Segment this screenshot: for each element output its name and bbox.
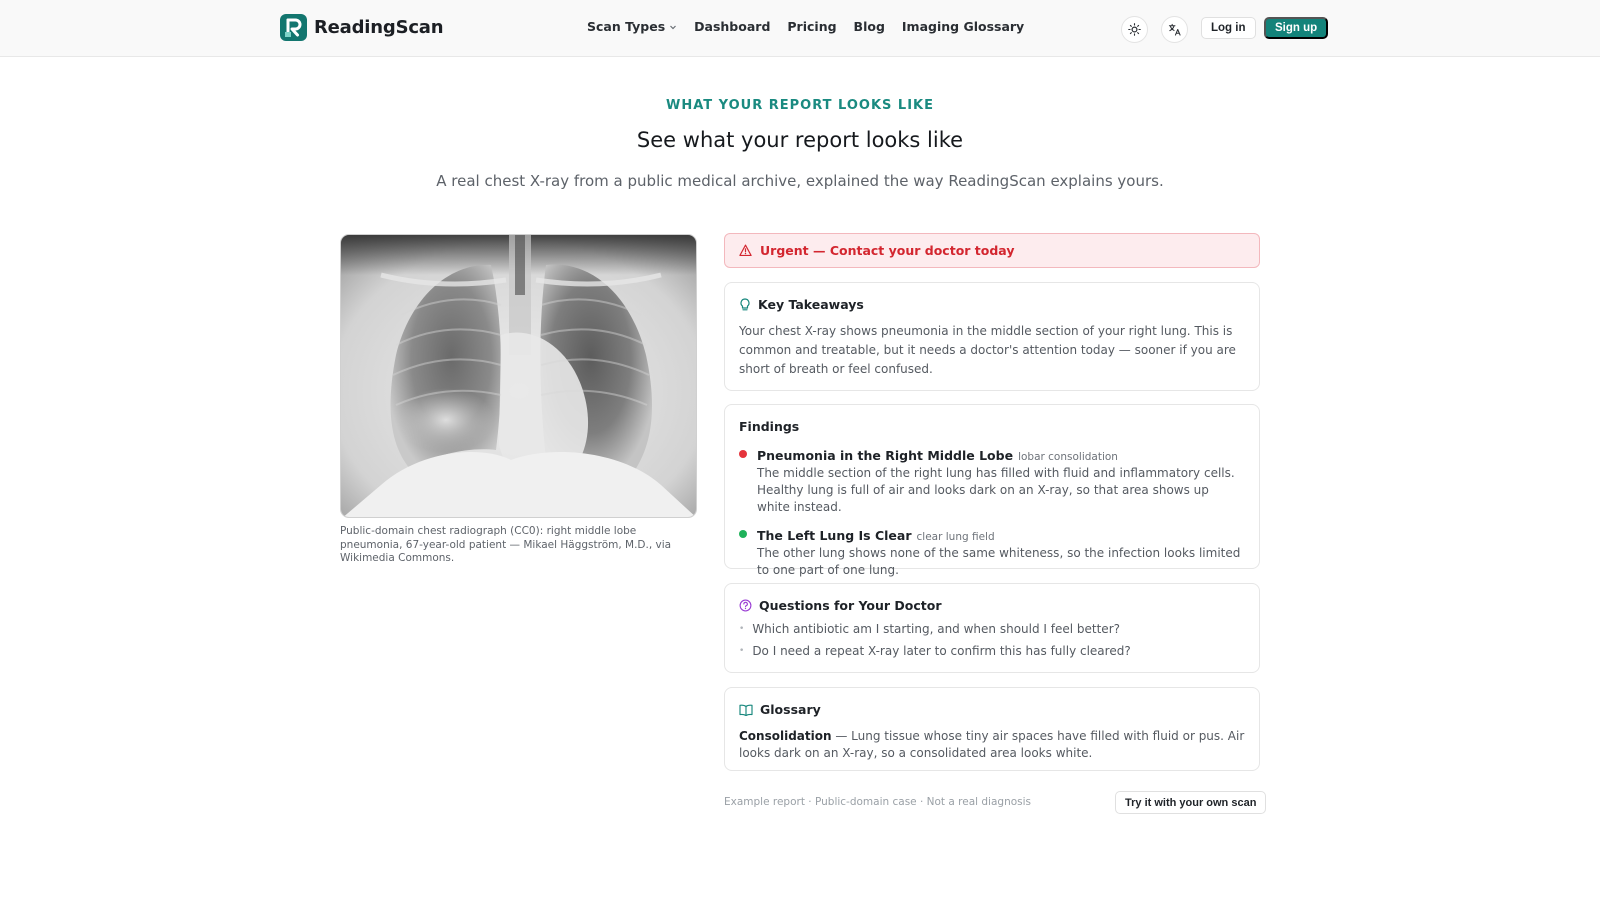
finding-title: Pneumonia in the Right Middle Lobe [757,448,1014,463]
key-takeaways-header [739,297,1245,312]
translate-icon [1168,23,1181,36]
findings-card [724,404,1260,577]
finding-title: The Left Lung Is Clear [757,528,912,543]
glossary-card [724,687,1260,771]
question-item [739,621,1245,637]
lightbulb-icon [739,298,751,312]
status-dot-red [739,450,747,458]
section-eyebrow: WHAT YOUR REPORT LOOKS LIKE [665,98,934,113]
chevron-down-icon [669,23,677,31]
finding-item [739,525,1245,579]
questions-card [724,583,1260,673]
theme-toggle-button[interactable] [1121,16,1148,43]
glossary-definition: — Lung tissue whose tiny air spaces have filled with fluid or pus. Air looks dark on an X-ray, so a consolidated area looks white. [739,729,1245,760]
sun-icon [1128,23,1141,36]
nav-blog[interactable]: Blog [853,19,885,34]
readingscan-logo-icon [280,14,307,41]
brand-name: ReadingScan [314,17,444,38]
urgent-label: Urgent — Contact your doctor today [760,243,1015,258]
brand-link[interactable] [280,14,443,41]
glossary-title: Glossary [760,702,821,717]
questions-header [739,598,1245,613]
nav-dashboard[interactable]: Dashboard [694,19,771,34]
main-nav [587,19,1024,34]
language-button[interactable] [1161,16,1188,43]
question-text: Which antibiotic am I starting, and when should I feel better? [752,622,1120,636]
nav-pricing[interactable]: Pricing [787,19,837,34]
nav-scan-types[interactable] [587,19,677,34]
finding-description: The middle section of the right lung has filled with fluid and inflammatory cells. Healthy lung is full of air and looks dark on an X-ray, so that area shows up white instead. [757,466,1235,514]
signup-button[interactable]: Sign up [1264,17,1328,39]
chest-xray-image [340,234,697,518]
urgent-banner [724,233,1260,268]
example-disclaimer: Example report · Public-domain case · Not a real diagnosis [724,796,1032,808]
findings-header [739,419,1245,434]
warning-triangle-icon [739,244,752,257]
finding-tag: clear lung field [916,531,995,543]
finding-tag: lobar consolidation [1018,451,1118,463]
top-navigation [0,0,1600,57]
bullet: • [739,646,745,656]
finding-description: The other lung shows none of the same whiteness, so the infection looks limited to one part of one lung. [757,546,1241,577]
page-title: See what your report looks like [636,128,964,152]
question-text: Do I need a repeat X-ray later to confirm this has fully cleared? [752,644,1131,658]
status-dot-green [739,530,747,538]
glossary-term: Consolidation [739,729,832,743]
findings-title: Findings [739,419,800,434]
book-icon [739,704,753,716]
page-subtitle: A real chest X-ray from a public medical archive, explained the way ReadingScan explains yours. [436,172,1164,190]
bullet: • [739,624,745,634]
key-takeaways-card [724,282,1260,391]
glossary-entry [739,728,1245,762]
try-own-scan-button[interactable]: Try it with your own scan [1115,791,1266,814]
questions-title: Questions for Your Doctor [759,598,942,613]
question-item [739,643,1245,659]
login-button[interactable]: Log in [1201,17,1256,39]
glossary-header [739,702,1245,717]
key-takeaways-text: Your chest X-ray shows pneumonia in the middle section of your right lung. This is common and treatable, but it needs a doctor's attention today — sooner if you are short of breath or feel confused. [739,324,1236,376]
nav-imaging-glossary[interactable]: Imaging Glossary [901,19,1025,34]
image-caption: Public-domain chest radiograph (CC0): right middle lobe pneumonia, 67-year-old patient — Mikael Häggström, M.D., via Wikimedia Commons. [340,525,672,564]
finding-item [739,445,1245,516]
question-circle-icon [739,599,752,612]
nav-scan-types-label: Scan Types [587,19,666,34]
key-takeaways-title: Key Takeaways [758,297,864,312]
